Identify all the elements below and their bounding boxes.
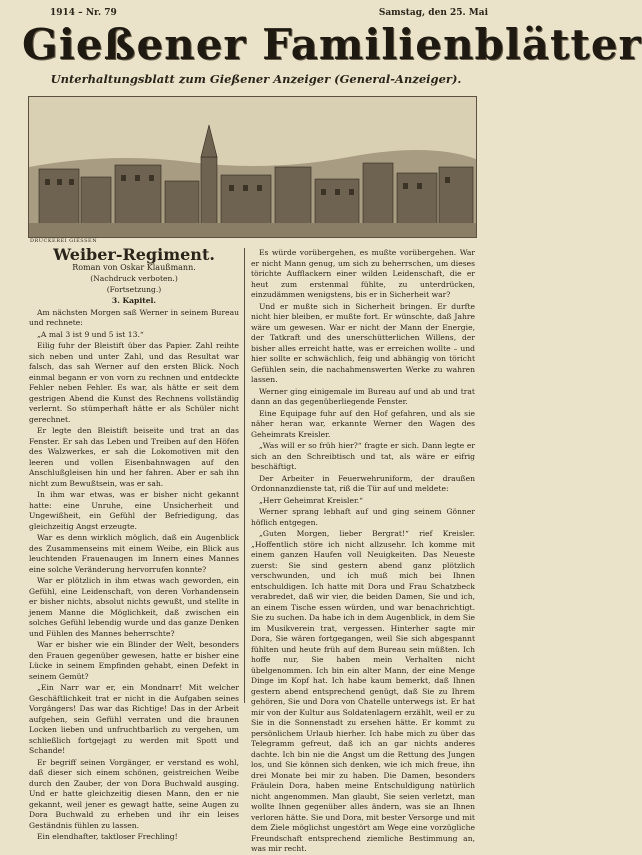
paragraph: War er plötzlich in ihm etwas wach geworden, ein Gefühl, eine Leidenschaft, von deren Vorhandensein er bisher nichts, absolut nichts gewußt, und stellte in jenem Manne die Möglichkeit, daß zwischen ein solches Gefühl lebendig wurde und das ganze Denken und Fühlen des Mannes beherrschte? — [29, 576, 239, 638]
continuation-note: (Fortsetzung.) — [106, 284, 162, 294]
reprint-note: (Nachdruck verboten.) — [90, 274, 178, 283]
paragraph: Und er mußte sich in Sicherheit bringen. Er durfte nicht hier bleiben, er mußte fort. Er wünschte, daß Jahre wäre um gewesen. War er nicht der Mann der Energie, der Tatkraft und des unerschütterlichen Willens, der bisher alles erreicht hatte, was er erreichen wollte – und hier sollte er schwächlich, feig und abhängig von töricht Gefühlen sein, die nachahmenswerten Werke zu wahren lassen. — [251, 301, 475, 384]
paragraph: „A mal 3 ist 9 und 5 ist 13.“ — [37, 329, 144, 339]
issue-date: Samstag, den 25. Mai — [378, 8, 488, 18]
town-illustration — [28, 96, 477, 238]
article-column-right — [251, 248, 475, 853]
illustration-credit: DRUCKEREI GIESSEN — [30, 238, 98, 244]
paragraph: Werner ging einigemale im Bureau auf und ab und trat dann an das gegenüberliegende Fenster. — [251, 386, 475, 406]
masthead-title: Gießener Familienblätter — [22, 20, 642, 69]
article-byline: Roman von Oskar Klaußmann. — [72, 262, 196, 272]
paragraph: Er begriff seinen Vorgänger, er verstand es wohl, daß dieser sich einem schönen, geistreichen Weibe durch den Zauber, der von Dora Buchwald ausging. Und er hatte gleichzeitig diesen Mann, den er nie gekannt, weil jener es gewagt hatte, seine Augen zu Dora Buchwald zu erheben und ihr ein leises Geständnis fühlen zu lassen. — [29, 757, 239, 830]
paragraph: Eine Equipage fuhr auf den Hof gefahren, und als sie näher heran war, erkannte Werner den Wagen des Geheimrats Kreisler. — [251, 408, 475, 439]
masthead — [22, 20, 642, 90]
paragraph: „Was will er so früh hier?“ fragte er sich. Dann legte er sich an den Schreibtisch und tat, als wäre er eifrig beschäftigt. — [251, 441, 475, 471]
town-icon — [29, 97, 476, 237]
column-divider — [244, 248, 245, 703]
article-headline: Weiber-Regiment. — [53, 245, 215, 264]
paragraph: War es denn wirklich möglich, daß ein Augenblick des Zusammenseins mit einem Weibe, ein Blick aus leuchtenden Frauenaugen im Innern eines Mannes eine solche Veränderung hervorrufen konnte? — [29, 533, 239, 574]
article-column-left — [29, 245, 239, 841]
chapter-heading: 3. Kapitel. — [111, 296, 157, 305]
paragraph: Er legte den Bleistift beiseite und trat an das Fenster. Er sah das Leben und Treiben auf den Höfen des Walzwerkes, er sah die Lokomotiven mit den leeren und vollen Eisenbahnwagen auf den Anschlußgleisen hin und her fahren. Aber er sah ihn nicht zum Bewußtsein, was er sah. — [29, 426, 239, 488]
paragraph: „Ein Narr war er, ein Mondnarr! Mit welcher Geschäftlichkeit trat er nicht in die Aufgaben seines Vorgängers! Das war das Richtige! Das in der Arbeit aufgehen, sein Gefühl verraten und die braunen Locken lieben und unfruchtbarlich zu vergehen, um schließlich fortgejagt zu werden mit Spott und Schande! — [29, 683, 239, 755]
issue-number: 1914 – Nr. 79 — [50, 8, 117, 18]
paragraph: Ein elendhafter, taktloser Frechling! — [37, 832, 178, 841]
paragraph: „Guten Morgen, lieber Bergrat!“ rief Kreisler. „Hoffentlich störe ich nicht allzusehr. Ich komme mit einem ganzen Haufen voll Neuigkeiten. Das Neueste zuerst: Sie sind gestern abend ganz plötzlich verschwunden, und ich muß mich bei Ihnen entschuldigen. Ich hatte mit Dora und Frau Schatzbeck verabredet, daß wir vier, die beiden Damen, Sie und ich, an einem Tische essen würden, und war benachrichtigt. Sie zu suchen. Da habe ich in dem Augenblick, in dem Sie im Musikverein trat, vergessen. Hinterher sagte mir Dora, Sie wären fortgegangen, weil Sie sich abgespannt fühlten und heute früh auf dem Bureau sein müßten. Ich hoffe nur, Sie haben mein Verhalten nicht übelgenommen. Ich bin ein alter Mann, der eine Menge Dinge im Kopf hat. Ich habe kaum bemerkt, daß Ihnen gestern abend entsprechend genügt, daß Sie zu Ihrem gehören, Sie und Dora von Chatelle unterwegs ist. Er hat mir von der Kultur aus Soldatenlagern erzählt, weil er zu Sie in die Sonnenstadt zu ersehen hätte. Er kommt zu persönlichem Urlaub hierher. Ich habe mich zu über das Telegramm gefreut, daß ich an gar nichts anderes dachte. Ich bin nie die Angst um die Rettung des Jungen los, und Sie können sich denken, wie ich mich freue, ihn drei Monate bei mir zu haben. Die Damen, besonders Fräulein Dora, haben meine Entschuldigung natürlich nicht angenommen. Man glaubt, Sie seien verletzt, man wollte Ihnen gegenüber alles ändern, was sie an Ihnen verloren hätte. Sie und Dora, mit bester Versorge und mit dem Ziele möglichst ungestört am Wege eine vorzügliche Freundschaft entsprechend ziemliche Bestimmung an, was mir recht. — [251, 529, 475, 853]
paragraph: In ihm war etwas, was er bisher nicht gekannt hatte: eine Unruhe, eine Unsicherheit und Ungewißheit, ein Gefühl der Befriedigung, das gleichzeitig Angst erzeugte. — [29, 490, 239, 531]
paragraph: „Herr Geheimrat Kreisler.“ — [259, 495, 364, 505]
paragraph: Eilig fuhr der Bleistift über das Papier. Zahl reihte sich neben und unter Zahl, und das Resultat war falsch, das sah Werner auf den ersten Blick. Noch einmal begann er von vorn zu rechnen und entdeckte Fehler neben Fehler. Es war, als hätte er seit dem gestrigen Abend die Kunst des Rechnens vollständig verlernt. So stümperhaft hätte er als Schüler nicht gerechnet. — [29, 341, 239, 424]
paragraph: Der Arbeiter in Feuerwehruniform, der draußen Ordonnanzdienste tat, riß die Tür auf und meldete: — [251, 473, 475, 493]
paragraph: Werner sprang lebhaft auf und ging seinem Gönner höflich entgegen. — [251, 507, 475, 527]
paragraph: Am nächsten Morgen saß Werner in seinem Bureau und rechnete: — [29, 307, 239, 327]
masthead-subtitle: Unterhaltungsblatt zum Gießener Anzeiger (General-Anzeiger). — [50, 72, 462, 86]
paragraph: Es würde vorübergehen, es mußte vorübergehen. War er nicht Mann genug, um sich zu beherrschen, um dieses törichte Aufflackern einer wilden Leidenschaft, die er heut zum erstenmal fühlte, zu unterdrücken, einzudämmen wenigstens, bis er in Sicherheit war? — [251, 248, 475, 299]
paragraph: War er bisher wie ein Blinder der Welt, besonders den Frauen gegenüber gewesen, hatte er bisher eine Lücke in seinem Empfinden gehabt, einen Defekt in seinem Gemüt? — [29, 640, 239, 681]
